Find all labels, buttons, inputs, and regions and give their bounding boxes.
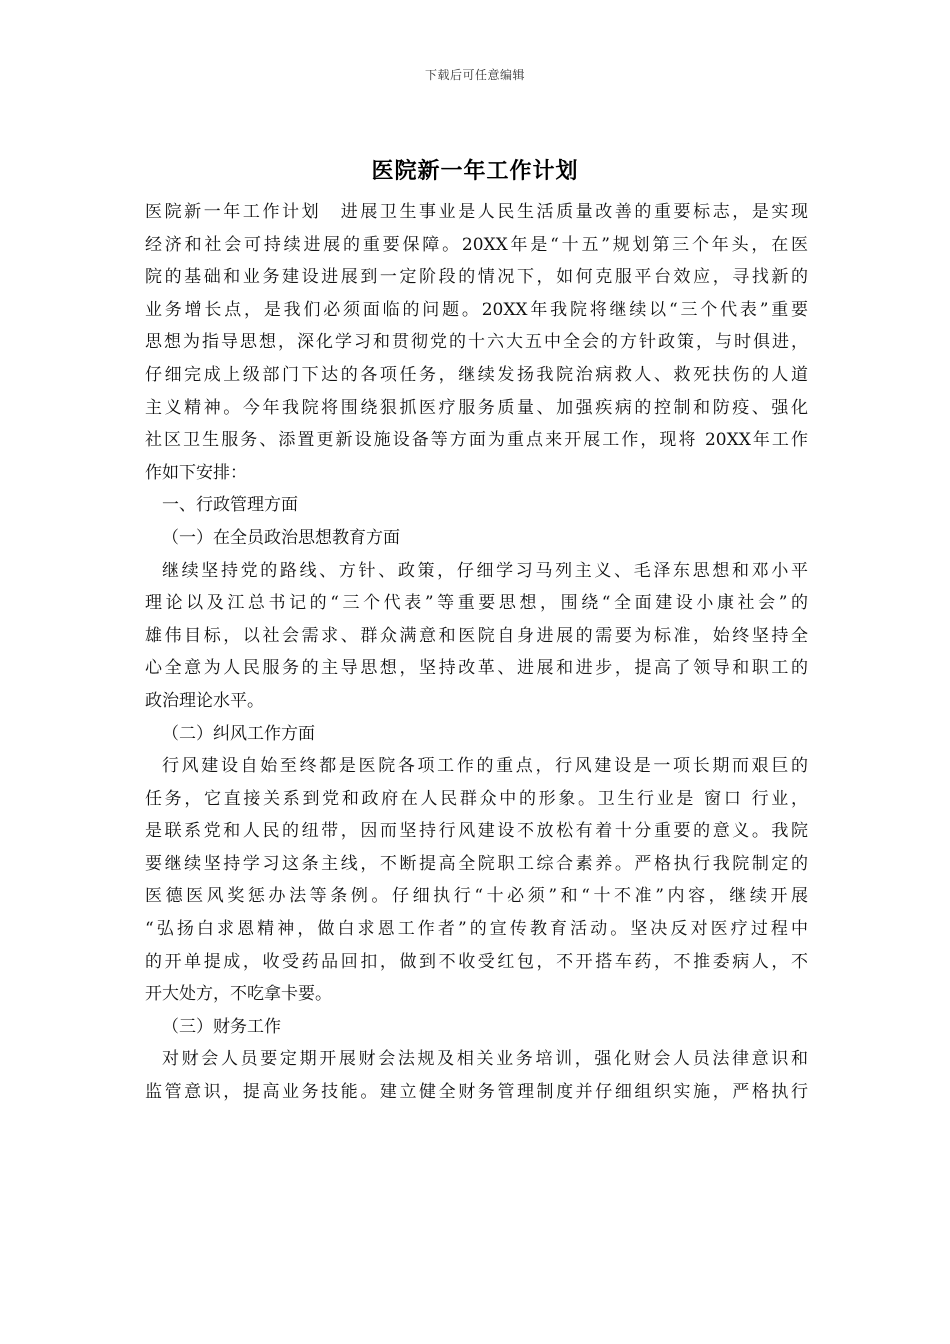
text-line: 行风建设自始至终都是医院各项工作的重点，行风建设是一项长期而艰巨的 — [162, 756, 808, 777]
text-line: 继续坚持党的路线、方针、政策，仔细学习马列主义、毛泽东思想和邓小平 — [162, 560, 808, 581]
text-line: 社区卫生服务、添置更新设施设备等方面为重点来开展工作，现将 20XX年工作 — [145, 430, 808, 451]
text-line: 雄伟目标，以社会需求、群众满意和医院自身进展的需要为标准，始终坚持全 — [145, 625, 808, 646]
text-line: 的开单提成，收受药品回扣，做到不收受红包，不开搭车药，不推委病人，不 — [145, 951, 808, 972]
text-line: 业务增长点，是我们必须面临的问题。20XX年我院将继续以“三个代表”重要 — [145, 299, 808, 320]
section-heading: 一、行政管理方面 — [162, 495, 298, 516]
text-line: 监管意识，提高业务技能。建立健全财务管理制度并仔细组织实施，严格执行 — [145, 1082, 808, 1103]
text-line: 是联系党和人民的纽带，因而坚持行风建设不放松有着十分重要的意义。我院 — [145, 821, 808, 842]
text-line: 医院新一年工作计划 进展卫生事业是人民生活质量改善的重要标志，是实现 — [145, 202, 808, 222]
text-line: 心全意为人民服务的主导思想，坚持改革、进展和进步，提高了领导和职工的 — [145, 658, 808, 679]
text-line: 医德医风奖惩办法等条例。仔细执行“十必须”和“十不准”内容，继续开展 — [145, 886, 808, 907]
text-line: 主义精神。今年我院将围绕狠抓医疗服务质量、加强疾病的控制和防疫、强化 — [145, 397, 808, 418]
subsection-heading: （一）在全员政治思想教育方面 — [162, 527, 400, 548]
text-line: 思想为指导思想，深化学习和贯彻党的十六大五中全会的方针政策，与时俱进， — [145, 332, 808, 353]
header-note: 下载后可任意编辑 — [424, 68, 525, 82]
text-line: 仔细完成上级部门下达的各项任务，继续发扬我院治病救人、救死扶伤的人道 — [145, 364, 808, 385]
text-line: “弘扬白求恩精神，做白求恩工作者”的宣传教育活动。坚决反对医疗过程中 — [145, 919, 808, 940]
text-line: 对财会人员要定期开展财会法规及相关业务培训，强化财会人员法律意识和 — [162, 1049, 808, 1070]
text-line: 院的基础和业务建设进展到一定阶段的情况下，如何克服平台效应，寻找新的 — [145, 267, 808, 288]
document-title: 医院新一年工作计划 — [371, 158, 579, 184]
text-line: 要继续坚持学习这条主线，不断提高全院职工综合素养。严格执行我院制定的 — [145, 853, 808, 874]
document-body — [145, 196, 808, 1109]
text-line: 任务，它直接关系到党和政府在人民群众中的形象。卫生行业是 窗口 行业， — [145, 788, 808, 809]
text-line: 开大处方，不吃拿卡要。 — [145, 984, 332, 1005]
text-line: 政治理论水平。 — [145, 690, 264, 711]
subsection-heading: （三）财务工作 — [162, 1016, 281, 1037]
subsection-heading: （二）纠风工作方面 — [162, 723, 315, 744]
text-line: 作如下安排： — [145, 462, 247, 483]
text-line: 理论以及江总书记的“三个代表”等重要思想，围绕“全面建设小康社会”的 — [145, 593, 808, 614]
text-line: 经济和社会可持续进展的重要保障。20XX年是“十五”规划第三个年头，在医 — [145, 234, 808, 255]
